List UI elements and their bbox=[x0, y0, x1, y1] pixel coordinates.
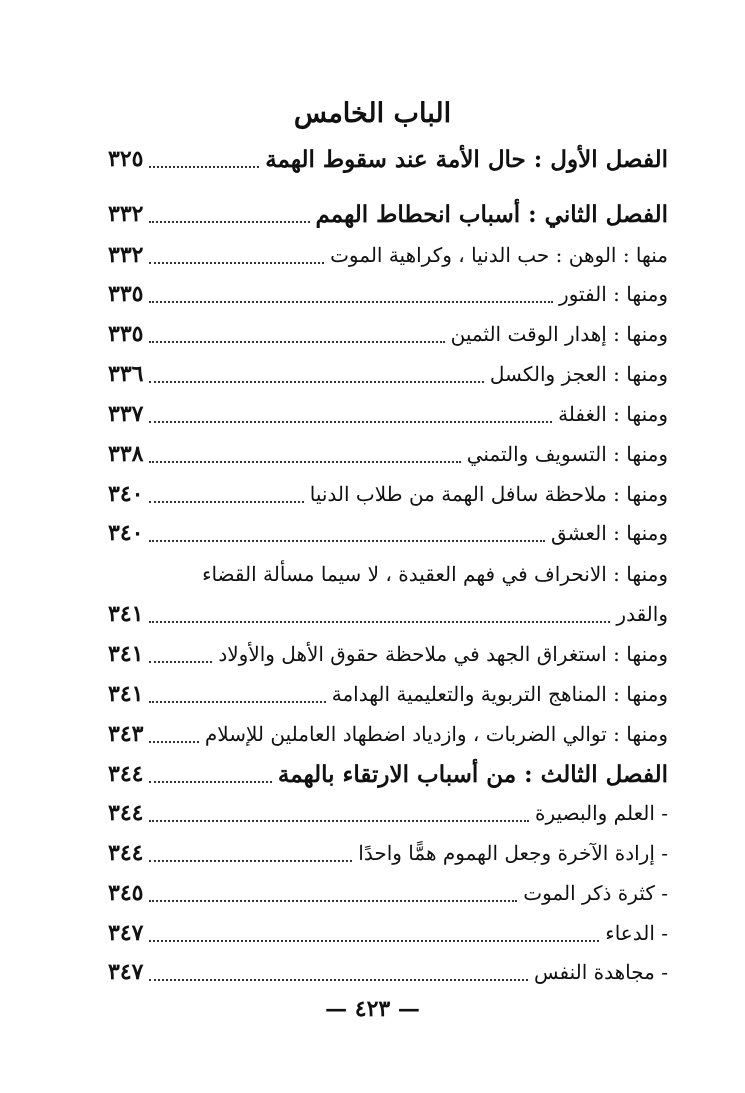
toc-entry bbox=[108, 637, 668, 671]
leader-dots bbox=[149, 380, 483, 383]
entry-page: ٣٤٣ bbox=[108, 721, 144, 747]
entry-text: الفصل الأول : حال الأمة عند سقوط الهمة bbox=[265, 145, 668, 173]
toc-entry bbox=[108, 836, 668, 870]
toc-entry bbox=[108, 357, 668, 391]
entry-text: ومنها : العجز والكسل bbox=[489, 362, 668, 386]
leader-dots bbox=[149, 700, 325, 703]
leader-dots bbox=[149, 660, 212, 663]
entry-text: ومنها : المناهج التربوية والتعليمية الهدامة bbox=[331, 682, 668, 706]
entry-page: ٣٤١ bbox=[108, 641, 144, 667]
entry-page: ٣٤٧ bbox=[108, 920, 144, 946]
entry-text: - مجاهدة النفس bbox=[533, 960, 668, 984]
leader-dots bbox=[149, 539, 545, 542]
toc-entry bbox=[108, 238, 668, 272]
leader-dots bbox=[149, 899, 517, 902]
entry-page: ٣٤٤ bbox=[108, 761, 144, 787]
leader-dots bbox=[149, 740, 198, 743]
entry-text: منها : الوهن : حب الدنيا ، وكراهية الموت bbox=[330, 243, 668, 267]
leader-dots bbox=[149, 165, 259, 168]
toc-entry bbox=[108, 516, 668, 550]
entry-page: ٣٣٧ bbox=[108, 401, 144, 427]
toc-entry bbox=[108, 277, 668, 311]
toc-entry bbox=[108, 955, 668, 989]
toc-entry bbox=[108, 916, 668, 950]
leader-dots bbox=[149, 300, 553, 303]
entry-page: ٣٣٥ bbox=[108, 321, 144, 347]
entry-text: - العلم والبصيرة bbox=[535, 801, 668, 825]
entry-text: ومنها : استغراق الجهد في ملاحظة حقوق الأهل والأولاد bbox=[218, 642, 668, 666]
leader-dots bbox=[149, 780, 271, 783]
entry-text: - كثرة ذكر الموت bbox=[523, 881, 668, 905]
toc-entry-continued bbox=[108, 557, 668, 591]
entry-text: ومنها : توالي الضربات ، وازدياد اضطهاد العاملين للإسلام bbox=[204, 722, 668, 746]
toc-entry bbox=[108, 477, 668, 511]
leader-dots bbox=[149, 819, 529, 822]
entry-page: ٣٣٢ bbox=[108, 201, 144, 227]
toc-entry bbox=[108, 597, 668, 631]
leader-dots bbox=[149, 340, 444, 343]
entry-page: ٣٣٢ bbox=[108, 242, 144, 268]
leader-dots bbox=[149, 978, 528, 981]
toc-entry bbox=[108, 317, 668, 351]
toc-entry bbox=[108, 757, 668, 791]
entry-page: ٣٣٦ bbox=[108, 361, 144, 387]
leader-dots bbox=[149, 939, 599, 942]
entry-page: ٣٤١ bbox=[108, 601, 144, 627]
entry-text: - إرادة الآخرة وجعل الهموم همًّا واحدًا bbox=[358, 841, 668, 865]
entry-page: ٣٤٤ bbox=[108, 840, 144, 866]
entry-page: ٣٣٥ bbox=[108, 281, 144, 307]
entry-page: ٣٢٥ bbox=[108, 146, 144, 172]
toc-entry bbox=[108, 876, 668, 910]
entry-text: - الدعاء bbox=[605, 921, 668, 945]
entry-text: ومنها : التسويف والتمني bbox=[466, 442, 668, 466]
page-number: — ٤٢٣ — bbox=[325, 996, 420, 1022]
leader-dots bbox=[149, 859, 352, 862]
entry-page: ٣٤٧ bbox=[108, 959, 144, 985]
leader-dots bbox=[149, 220, 309, 223]
entry-page: ٣٤٥ bbox=[108, 880, 144, 906]
toc-entry bbox=[108, 717, 668, 751]
toc-entry bbox=[108, 397, 668, 431]
entry-text: ومنها : ملاحظة سافل الهمة من طلاب الدنيا bbox=[309, 482, 668, 506]
chapter-title: الباب الخامس bbox=[293, 98, 452, 129]
entry-page: ٣٣٨ bbox=[108, 441, 144, 467]
entry-text: الفصل الثالث : من أسباب الارتقاء بالهمة bbox=[277, 760, 668, 788]
entry-text: ومنها : الانحراف في فهم العقيدة ، لا سيما مسألة القضاء bbox=[202, 562, 668, 586]
leader-dots bbox=[149, 620, 610, 623]
entry-text: والقدر bbox=[616, 602, 668, 626]
entry-page: ٣٤٤ bbox=[108, 800, 144, 826]
toc-entry bbox=[108, 796, 668, 830]
leader-dots bbox=[149, 500, 303, 503]
leader-dots bbox=[149, 420, 552, 423]
entry-page: ٣٤٠ bbox=[108, 481, 144, 507]
leader-dots bbox=[149, 261, 324, 264]
toc-entry bbox=[108, 197, 668, 231]
toc-entry bbox=[108, 142, 668, 176]
entry-page: ٣٤١ bbox=[108, 681, 144, 707]
entry-text: الفصل الثاني : أسباب انحطاط الهمم bbox=[315, 200, 668, 228]
toc-entry bbox=[108, 677, 668, 711]
entry-text: ومنها : إهدار الوقت الثمين bbox=[450, 322, 668, 346]
entry-text: ومنها : العشق bbox=[551, 521, 668, 545]
entry-text: ومنها : الفتور bbox=[559, 282, 668, 306]
entry-text: ومنها : الغفلة bbox=[558, 402, 668, 426]
leader-dots bbox=[149, 460, 460, 463]
toc-entry bbox=[108, 437, 668, 471]
entry-page: ٣٤٠ bbox=[108, 520, 144, 546]
